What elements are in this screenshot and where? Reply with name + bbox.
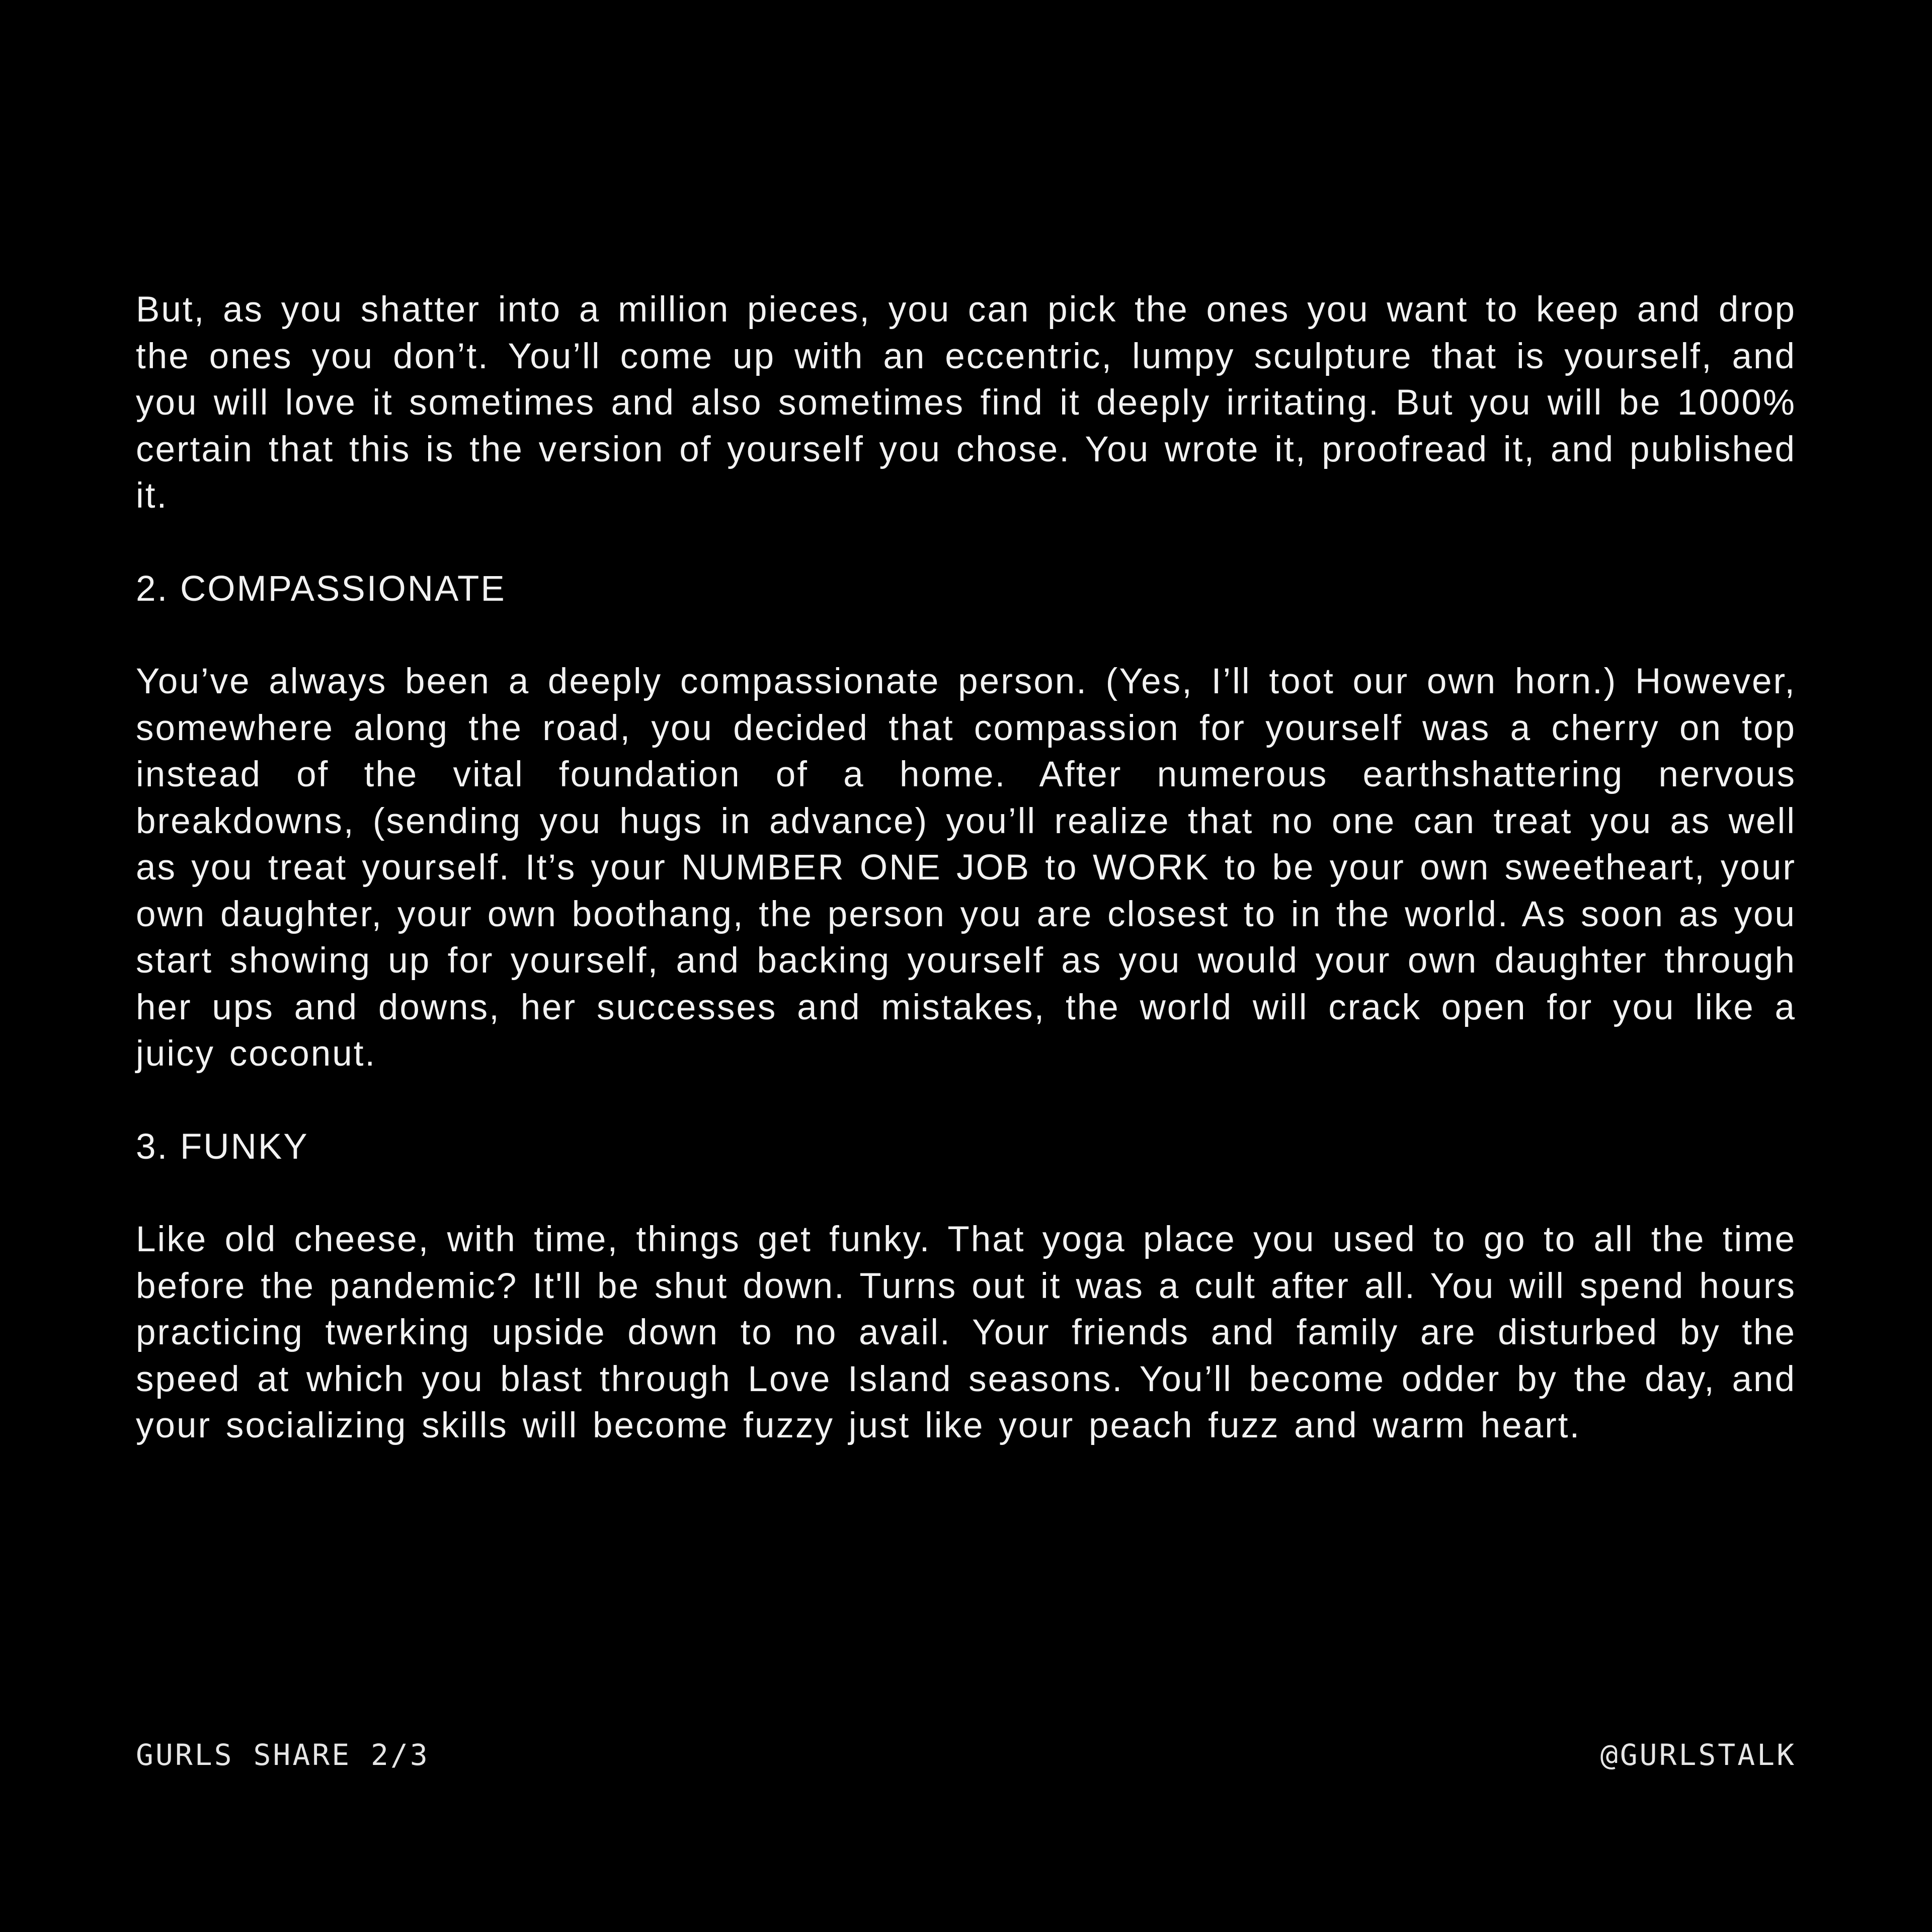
- spacer: [136, 1170, 1796, 1217]
- section-heading-funky: 3. FUNKY: [136, 1126, 309, 1167]
- intro-paragraph: But, as you shatter into a million pieces, you can pick the ones you want to keep and drop the ones you don’t. You’ll come up with an eccentric, lumpy sculpture that is yourself, and you will love it sometimes and also sometimes find it deeply irritating. But you will be 1000% certain that this is the version of yourself you chose. You wrote it, proofread it, and published it.: [136, 290, 1796, 516]
- spacer: [136, 1078, 1796, 1124]
- compassionate-paragraph: You’ve always been a deeply compassionate person. (Yes, I’ll toot our own horn.) However, somewhere along the road, you decided that compassion for yourself was a cherry on top instead of the vital foundation of a home. After numerous earthshattering nervous breakdowns, (sending you hugs in advance) you’ll realize that no one can treat you as well as you treat yourself. It’s your NUMBER ONE JOB to WORK to be your own sweetheart, your own daughter, your own boothang, the person you are closest to in the world. As soon as you start showing up for yourself, and backing yourself as you would your own daughter through her ups and downs, her successes and mistakes, the world will crack open for you like a juicy coconut.: [136, 662, 1796, 1074]
- funky-paragraph: Like old cheese, with time, things get funky. That yoga place you used to go to all the time before the pandemic? It'll be shut down. Turns out it was a cult after all. You will spend hours practicing twerking upside down to no avail. Your friends and family are disturbed by the speed at which you blast through Love Island seasons. You’ll become odder by the day, and your socializing skills will become fuzzy just like your peach fuzz and warm heart.: [136, 1220, 1796, 1445]
- section-heading-compassionate: 2. COMPASSIONATE: [136, 569, 506, 609]
- article-body: [136, 287, 1796, 1450]
- spacer: [136, 520, 1796, 566]
- footer-series-label: GURLS SHARE 2/3: [136, 1738, 430, 1772]
- spacer: [136, 612, 1796, 659]
- footer-handle: @GURLSTALK: [1600, 1738, 1796, 1772]
